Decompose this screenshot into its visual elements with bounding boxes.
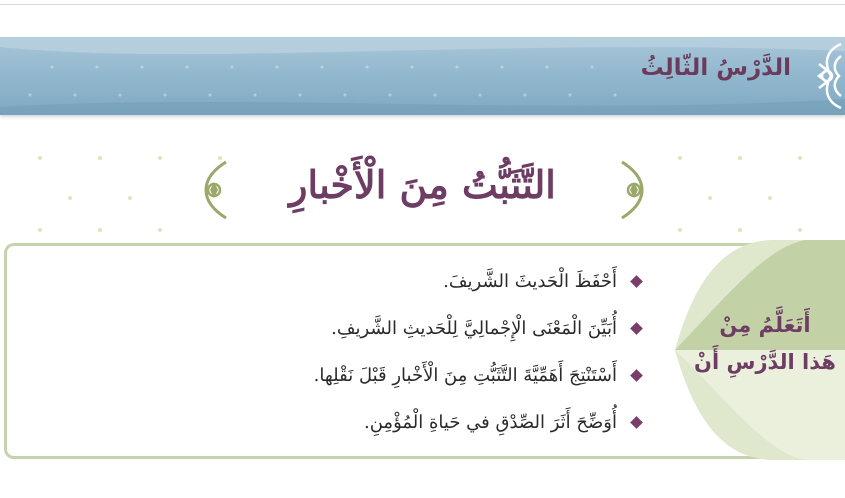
lesson-title-area	[0, 148, 845, 228]
objective-text: أَحْفَظَ الْحَديثَ الشَّريفَ.	[443, 271, 617, 292]
diamond-bullet-icon	[630, 369, 643, 382]
objective-text: أَسْتَنْتِجَ أَهَمِّيَّةَ التَّثَبُّتِ مِنَ الْأَخْبارِ قَبْلَ نَقْلِها.	[313, 365, 617, 386]
arabesque-ornament-icon	[797, 36, 845, 116]
objective-item	[221, 262, 641, 309]
objectives-heading	[685, 307, 845, 381]
diamond-bullet-icon	[630, 416, 643, 429]
objective-text: أُوَضِّحَ أَثَرَ الصِّدْقِ في حَياةِ الْمُؤْمِنِ.	[364, 412, 617, 433]
diamond-bullet-icon	[630, 322, 643, 335]
objectives-heading-line-1: أَتَعَلَّمُ مِنْ	[719, 313, 811, 337]
ornamental-bracket-right-icon	[612, 160, 652, 220]
page-title: التَّثَبُّتُ مِنَ الْأَخْبارِ	[289, 162, 556, 207]
diamond-bullet-icon	[630, 275, 643, 288]
objective-item	[221, 403, 641, 450]
objective-text: أُبَيِّنَ الْمَعْنَى الْإِجْمالِيَّ لِلْحَديثِ الشَّريفِ.	[331, 318, 617, 339]
top-divider	[0, 4, 845, 5]
objective-item	[221, 356, 641, 403]
objective-item	[221, 309, 641, 356]
objectives-list	[221, 262, 641, 450]
lesson-number-label: الدَّرْسُ الثّالِثُ	[640, 55, 791, 81]
objectives-heading-line-2: هَذا الدَّرْسِ أَنْ	[694, 350, 836, 374]
